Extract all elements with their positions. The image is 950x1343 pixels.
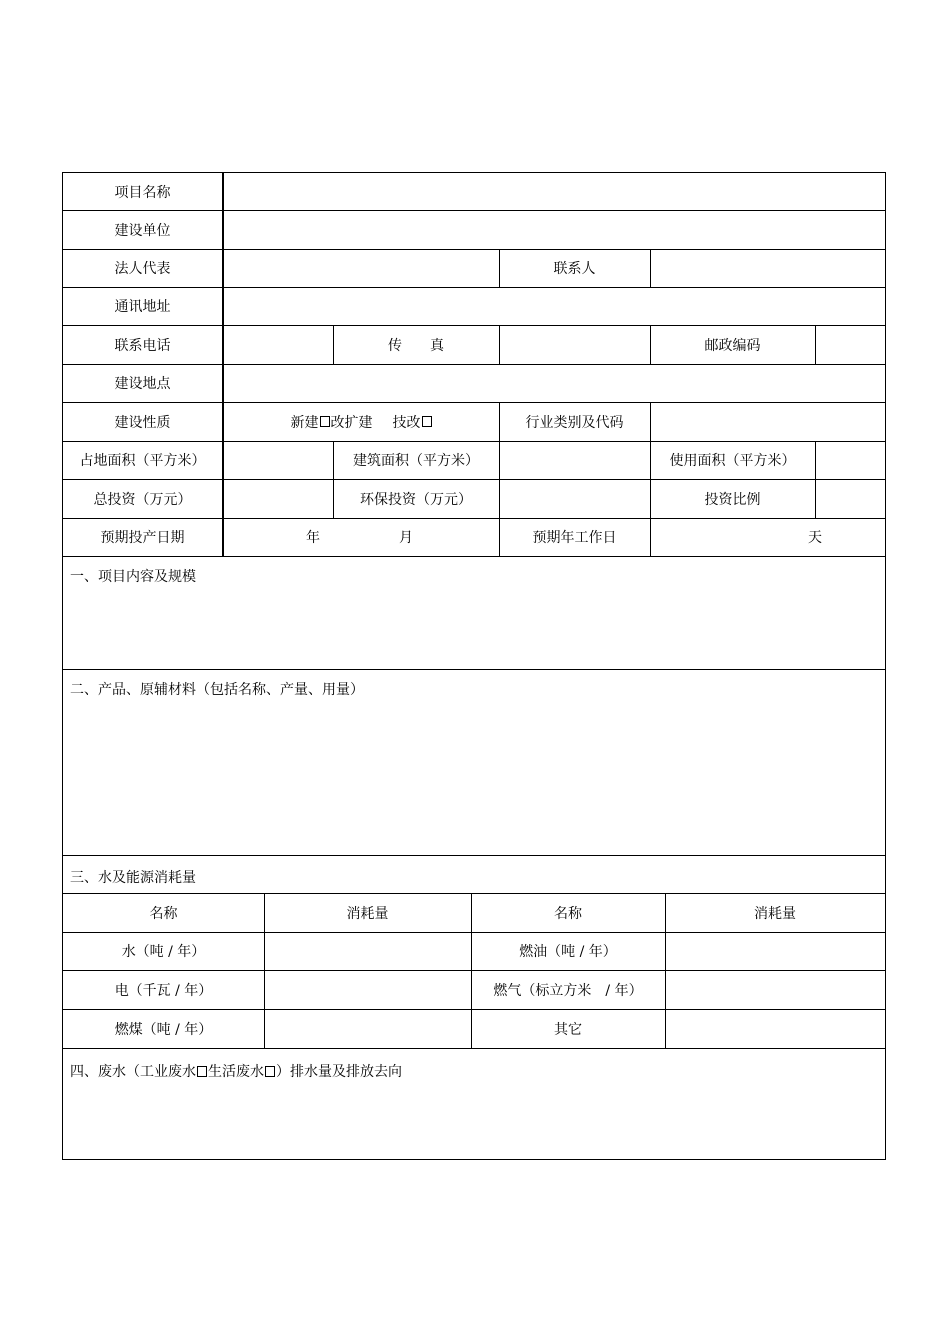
phone-field[interactable]: [224, 325, 333, 364]
label-nature: 建设性质: [114, 414, 171, 431]
label-use-area: 使用面积（平方米）: [669, 453, 796, 469]
section-products-materials: 二、产品、原辅材料（包括名称、产量、用量）: [70, 682, 364, 698]
label-postcode: 邮政编码: [704, 337, 761, 354]
label-land-area: 占地面积（平方米）: [79, 453, 206, 469]
label-building-area: 建筑面积（平方米）: [353, 453, 479, 469]
nature-expand-label: 改扩建: [330, 414, 373, 431]
year-label: 年: [306, 530, 320, 546]
column-divider: [650, 518, 651, 556]
invest-ratio-field[interactable]: [815, 479, 885, 518]
other-use-field[interactable]: [665, 1009, 885, 1048]
energy-gas: 燃气（标立方米 / 年）: [493, 982, 643, 999]
label-site: 建设地点: [114, 376, 171, 392]
wastewater-field[interactable]: [63, 1080, 885, 1159]
project-registration-form: [62, 172, 886, 1160]
project-scope-field[interactable]: [63, 585, 885, 669]
wastewater-prefix: 四、废水（工业废水: [70, 1064, 196, 1080]
label-fax: 传 真: [388, 337, 444, 354]
building-area-field[interactable]: [499, 441, 650, 479]
label-builder: 建设单位: [114, 222, 171, 239]
label-env-invest: 环保投资（万元）: [360, 491, 472, 508]
nature-tech-label: 技改: [392, 414, 421, 431]
energy-header-name-2: 名称: [554, 905, 582, 922]
wastewater-mid: 生活废水: [208, 1064, 264, 1080]
nature-options: [224, 402, 499, 441]
label-phone: 联系电话: [114, 337, 171, 354]
label-industry: 行业类别及代码: [525, 414, 624, 431]
section-project-scope: 一、项目内容及规模: [70, 569, 196, 585]
label-total-invest: 总投资（万元）: [93, 491, 192, 508]
checkbox-domestic-wastewater[interactable]: [265, 1066, 275, 1077]
use-area-field[interactable]: [815, 441, 885, 479]
energy-header-use-2: 消耗量: [754, 905, 796, 922]
checkbox-industrial-wastewater[interactable]: [197, 1066, 207, 1077]
contact-person-field[interactable]: [650, 249, 885, 287]
coal-use-field[interactable]: [264, 1009, 471, 1048]
products-materials-field[interactable]: [63, 698, 885, 855]
energy-water: 水（吨 / 年）: [121, 944, 206, 960]
energy-header-use: 消耗量: [346, 905, 389, 922]
builder-field[interactable]: [224, 210, 885, 249]
env-invest-field[interactable]: [499, 479, 650, 518]
nature-new-label: 新建: [290, 414, 319, 431]
gas-use-field[interactable]: [665, 970, 885, 1009]
energy-other: 其它: [554, 1021, 582, 1038]
energy-header-name: 名称: [149, 905, 178, 922]
checkbox-new[interactable]: [320, 416, 330, 427]
label-contact-person: 联系人: [553, 261, 596, 277]
label-start-date: 预期投产日期: [100, 530, 185, 546]
address-field[interactable]: [224, 287, 885, 325]
day-label: 天: [808, 530, 822, 546]
energy-fuel-oil: 燃油（吨 / 年）: [519, 944, 617, 960]
site-field[interactable]: [224, 364, 885, 402]
land-area-field[interactable]: [224, 441, 333, 479]
industry-field[interactable]: [650, 402, 885, 441]
fuel-oil-use-field[interactable]: [665, 932, 885, 970]
postcode-field[interactable]: [815, 325, 885, 364]
row-divider: [63, 669, 885, 670]
label-legal-rep: 法人代表: [114, 261, 171, 277]
total-invest-field[interactable]: [224, 479, 333, 518]
label-work-days: 预期年工作日: [532, 530, 617, 546]
energy-coal: 燃煤（吨 / 年）: [114, 1021, 213, 1038]
legal-rep-field[interactable]: [224, 249, 499, 287]
water-use-field[interactable]: [264, 932, 471, 970]
label-address: 通讯地址: [114, 299, 171, 315]
energy-electricity: 电（千瓦 / 年）: [114, 982, 213, 999]
label-invest-ratio: 投资比例: [704, 491, 761, 508]
fax-field[interactable]: [499, 325, 650, 364]
row-divider: [63, 855, 885, 856]
label-project-name: 项目名称: [114, 184, 171, 201]
checkbox-tech[interactable]: [422, 416, 432, 427]
section-wastewater: [70, 1061, 402, 1081]
wastewater-suffix: ）排水量及排放去向: [276, 1064, 402, 1080]
section-water-energy: 三、水及能源消耗量: [70, 870, 196, 886]
project-name-field[interactable]: [224, 173, 885, 210]
row-divider: [63, 556, 885, 557]
row-divider: [63, 1048, 885, 1049]
electricity-use-field[interactable]: [264, 970, 471, 1009]
month-label: 月: [399, 530, 413, 546]
